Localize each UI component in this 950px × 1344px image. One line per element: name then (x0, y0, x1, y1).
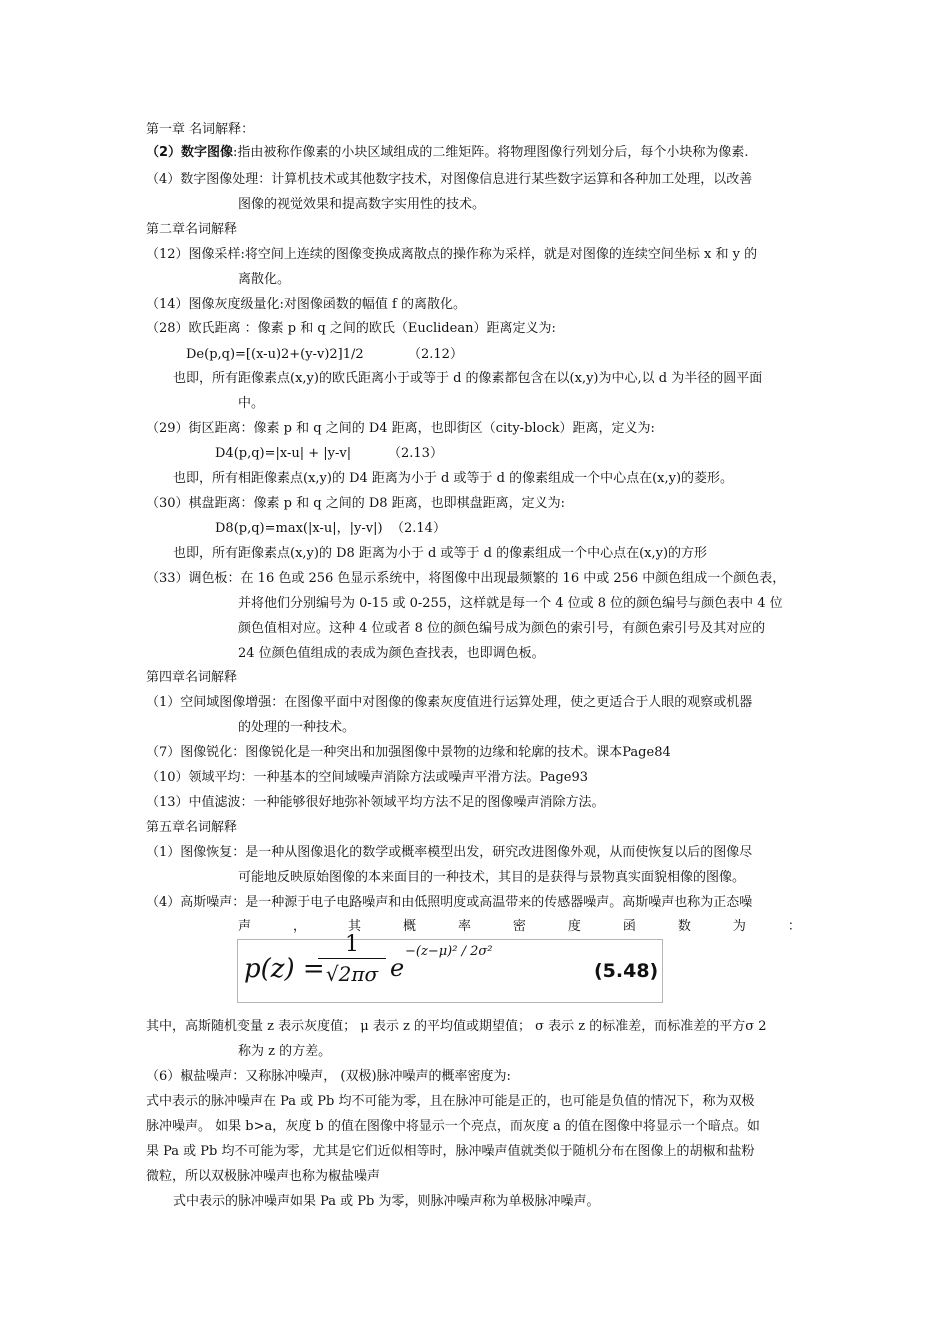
formula-numerator: 1 (345, 932, 359, 957)
ch5-para-line-4: 微粒，所以双极脉冲噪声也称为椒盐噪声 (146, 1169, 381, 1184)
ch5-item-1: （1）图像恢复：是一种从图像退化的数学或概率模型出发，研究改进图像外观，从而使恢复以后的图像尽 (146, 845, 753, 860)
ch5-item-1-cont: 可能地反映原始图像的本来面目的一种技术，其目的是获得与景物真实面貌相像的图像。 (238, 870, 746, 885)
ch1-item-4-cont: 图像的视觉效果和提高数字实用性的技术。 (238, 197, 486, 212)
ch2-item-33-cont-1: 并将他们分别编号为 0-15 或 0-255，这样就是每一个 4 位或 8 位的颜色编号与颜色表中 4 位 (238, 596, 783, 611)
ch4-item-1: （1）空间域图像增强：在图像平面中对图像的像素灰度值进行运算处理，使之更适合于人眼的观察或机器 (146, 695, 753, 710)
formula-exponent: −(z−μ)² / 2σ² (405, 944, 493, 959)
ch5-where-cont: 称为 z 的方差。 (238, 1044, 332, 1059)
justified-char: 函 (622, 919, 636, 934)
justified-char: ， (292, 919, 306, 934)
ch2-item-28: （28）欧氏距离 ：像素 p 和 q 之间的欧氏（Euclidean）距离定义为: (146, 321, 556, 336)
ch2-item-30-note: 也即，所有距像素点(x,y)的 D8 距离为小于 d 或等于 d 的像素组成一个中心点在(x,y)的方形 (173, 546, 708, 561)
eqno-5-48: (5.48) (594, 960, 659, 982)
ch2-item-33-cont-2: 颜色值相对应。这种 4 位或者 8 位的颜色编号成为颜色的索引号，有颜色索引号及其对应的 (238, 621, 766, 636)
ch4-item-13: （13）中值滤波：一种能够很好地弥补领域平均方法不足的图像噪声消除方法。 (146, 795, 605, 810)
ch4-item-7: （7）图像锐化：图像锐化是一种突出和加强图像中景物的边缘和轮廓的技术。课本Page84 (146, 745, 671, 760)
ch4-item-10: （10）领域平均：一种基本的空间域噪声消除方法或噪声平滑方法。Page93 (146, 770, 589, 785)
ch2-item-29: （29）街区距离：像素 p 和 q 之间的 D4 距离，也即街区（city-block）距离，定义为: (146, 421, 655, 436)
ch2-item-30: （30）棋盘距离：像素 p 和 q 之间的 D8 距离，也即棋盘距离，定义为: (146, 496, 566, 511)
justified-char: 声 (238, 919, 252, 934)
formula-lhs: p(z) = (244, 954, 325, 984)
ch2-item-33-cont-3: 24 位颜色值组成的表成为颜色查找表，也即调色板。 (238, 646, 545, 661)
ch2-item-12: （12）图像采样:将空间上连续的图像变换成离散点的操作称为采样，就是对图像的连续空间坐标 x 和 y 的 (146, 247, 758, 262)
justified-char: 概 (402, 919, 416, 934)
ch5-where: 其中，高斯随机变量 z 表示灰度值； μ 表示 z 的平均值或期望值； σ 表示 z 的标准差，而标准差的平方σ 2 (146, 1019, 767, 1034)
ch5-para-unipolar: 式中表示的脉冲噪声如果 Pa 或 Pb 为零，则脉冲噪声称为单极脉冲噪声。 (173, 1194, 600, 1209)
eqno-2-13: （2.13） (388, 446, 443, 461)
justified-char: ： (787, 919, 801, 934)
formula-exp-base: e (390, 954, 405, 982)
ch2-item-33: （33）调色板：在 16 色或 256 色显示系统中，将图像中出现最频繁的 16 中或 256 中颜色组成一个颜色表， (146, 571, 786, 586)
justified-char: 率 (457, 919, 471, 934)
ch5-para-line-2: 脉冲噪声。 如果 b>a，灰度 b 的值在图像中将显示一个亮点，而灰度 a 的值在图像中将显示一个暗点。如 (146, 1119, 760, 1134)
ch2-item-14: （14）图像灰度级量化:对图像函数的幅值 f 的离散化。 (146, 297, 466, 312)
justified-char: 为 (732, 919, 746, 934)
term-digital-image: （2）数字图像 (146, 145, 234, 160)
ch2-item-28-note-cont: 中。 (238, 396, 265, 411)
chapter-5-title: 第五章名词解释 (146, 820, 238, 835)
justified-char: 度 (567, 919, 581, 934)
justified-char: 数 (677, 919, 691, 934)
formula-fraction (316, 932, 388, 986)
ch5-item-6: （6）椒盐噪声：又称脉冲噪声， (双极)脉冲噪声的概率密度为: (146, 1069, 511, 1084)
ch2-item-12-cont: 离散化。 (238, 272, 291, 287)
ch2-item-28-note: 也即，所有距像素点(x,y)的欧氏距离小于或等于 d 的像素都包含在以(x,y)为中心,以 d 为半径的圆平面 (173, 371, 763, 386)
formula-chessboard: D8(p,q)=max(|x-u|，|y-v|) (215, 521, 383, 536)
formula-euclidean: De(p,q)=[(x-u)2+(y-v)2]1/2 (186, 347, 364, 362)
chapter-1-title: 第一章 名词解释： (146, 122, 255, 137)
justified-char: 其 (347, 919, 361, 934)
definition-digital-image: :指由被称作像素的小块区域组成的二维矩阵。将物理图像行列划分后，每个小块称为像素. (233, 145, 749, 160)
ch4-item-1-cont: 的处理的一种技术。 (238, 720, 356, 735)
ch5-para-line-1: 式中表示的脉冲噪声在 Pa 或 Pb 均不可能为零，且在脉冲可能是正的，也可能是负值的情况下，称为双极 (146, 1094, 755, 1109)
fraction-bar (318, 958, 386, 959)
ch1-item-4: （4）数字图像处理：计算机技术或其他数字技术，对图像信息进行某些数字运算和各种加工处理，以改善 (146, 172, 753, 187)
chapter-4-title: 第四章名词解释 (146, 670, 238, 685)
gaussian-pdf-formula (237, 932, 663, 1003)
ch2-item-29-note: 也即，所有相距像素点(x,y)的 D4 距离为小于 d 或等于 d 的像素组成一个中心点在(x,y)的菱形。 (173, 471, 734, 486)
eqno-2-12: （2.12） (408, 347, 463, 362)
ch5-item-4: （4）高斯噪声：是一种源于电子电路噪声和由低照明度或高温带来的传感器噪声。高斯噪声也称为正态噪 (146, 895, 753, 910)
ch1-item-2 (146, 145, 749, 161)
justified-char: 密 (512, 919, 526, 934)
formula-city-block: D4(p,q)=|x-u| + |y-v| (215, 446, 352, 461)
eqno-2-14: （2.14） (391, 521, 446, 536)
ch5-para-line-3: 果 Pa 或 Pb 均不可能为零，尤其是它们近似相等时，脉冲噪声值就类似于随机分布在图像上的胡椒和盐粉 (146, 1144, 755, 1159)
chapter-2-title: 第二章名词解释 (146, 222, 238, 237)
formula-denominator: √2πσ (325, 962, 379, 986)
